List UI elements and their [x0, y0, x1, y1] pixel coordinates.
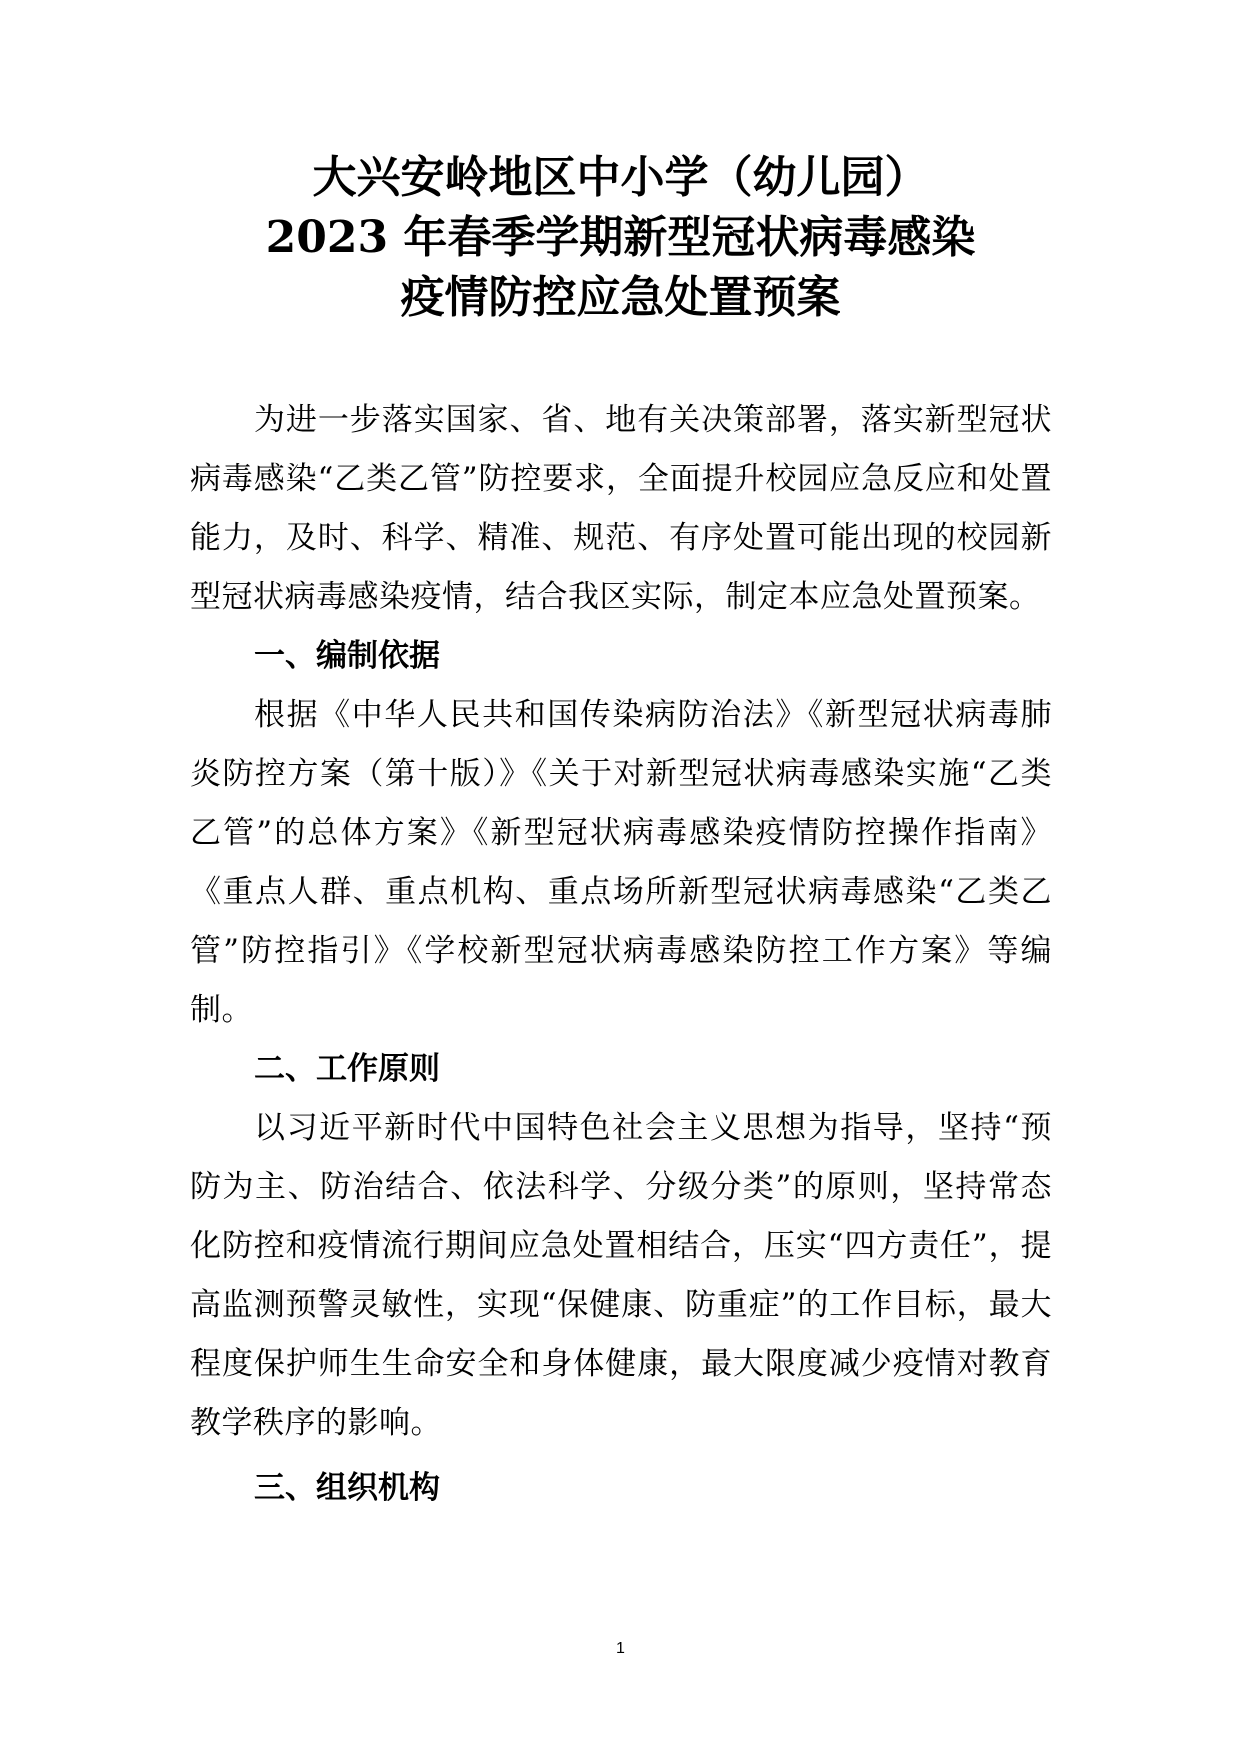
document-title: [0, 148, 1241, 328]
title-line-2: 2023 年春季学期新型冠状病毒感染: [265, 212, 976, 263]
document-body: [190, 391, 1052, 1518]
section-heading-principles: 二、工作原则: [254, 1051, 440, 1087]
basis-paragraph: 根据《中华人民共和国传染病防治法》《新型冠状病毒肺炎防控方案（第十版）》《关于对新型冠状病毒感染实施“乙类乙管”的总体方案》《新型冠状病毒感染疫情防控操作指南》《重点人群、重点机构、重点场所新型冠状病毒感染“乙类乙管”防控指引》《学校新型冠状病毒感染防控工作方案》等编制。: [190, 697, 1052, 1028]
title-line-3: 疫情防控应急处置预案: [400, 272, 841, 323]
page-number: 1: [616, 1640, 625, 1657]
principles-paragraph: 以习近平新时代中国特色社会主义思想为指导，坚持“预防为主、防治结合、依法科学、分级分类”的原则，坚持常态化防控和疫情流行期间应急处置相结合，压实“四方责任”，提高监测预警灵敏性，实现“保健康、防重症”的工作目标，最大程度保护师生生命安全和身体健康，最大限度减少疫情对教育教学秩序的影响。: [190, 1110, 1052, 1441]
title-line-1: 大兴安岭地区中小学（幼儿园）: [312, 152, 929, 203]
intro-paragraph: 为进一步落实国家、省、地有关决策部署，落实新型冠状病毒感染“乙类乙管”防控要求，全面提升校园应急反应和处置能力，及时、科学、精准、规范、有序处置可能出现的校园新型冠状病毒感染疫情，结合我区实际，制定本应急处置预案。: [190, 402, 1052, 615]
section-heading-organization: 三、组织机构: [254, 1470, 440, 1506]
section-heading-basis: 一、编制依据: [254, 638, 440, 674]
